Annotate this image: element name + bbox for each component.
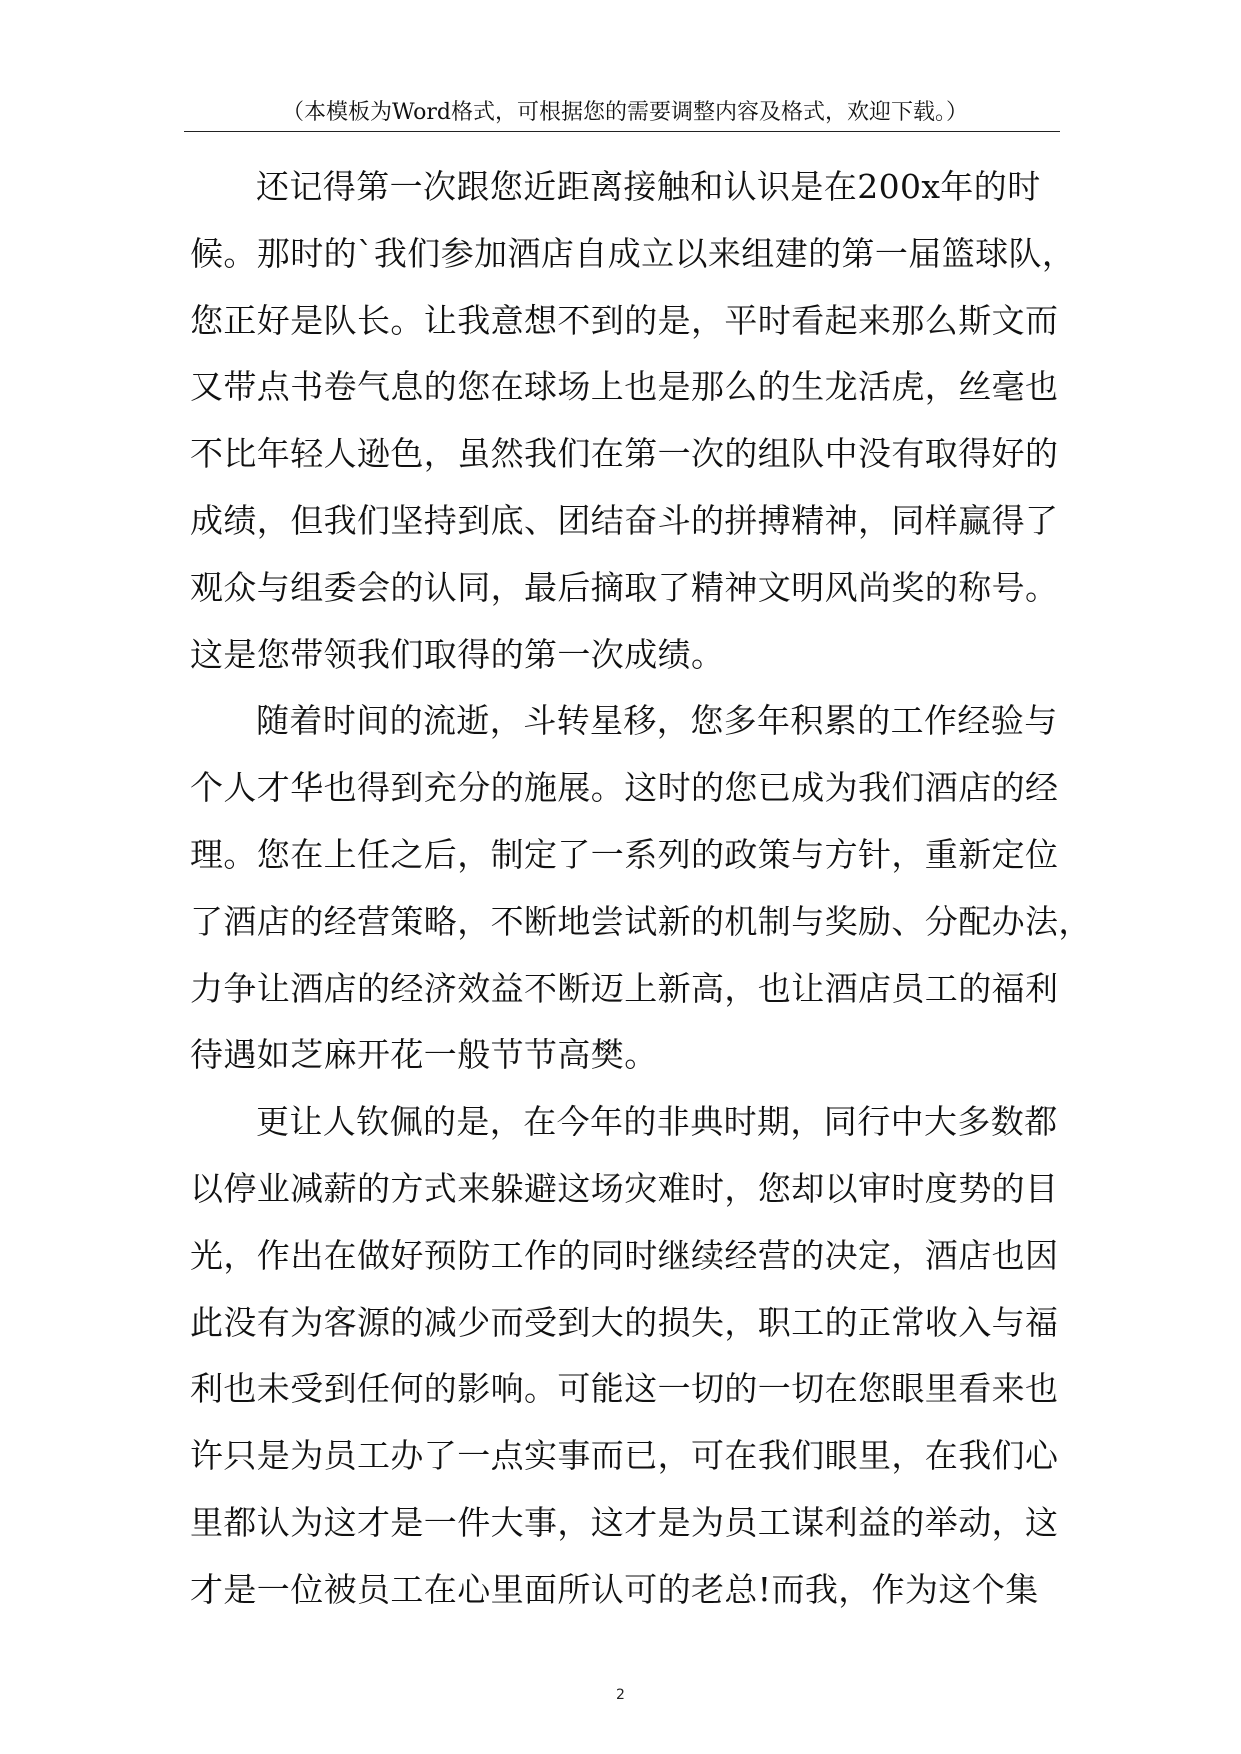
paragraph-line: 里都认为这才是一件大事，这才是为员工谋利益的举动，这: [190, 1502, 1059, 1542]
paragraph-line: 此没有为客源的减少而受到大的损失，职工的正常收入与福: [190, 1302, 1059, 1342]
template-note: （本模板为Word格式，可根据您的需要调整内容及格式，欢迎下载。）: [282, 100, 968, 125]
paragraph-line: 还记得第一次跟您近距离接触和认识是在200x年的时: [256, 167, 1041, 206]
paragraph-line: 更让人钦佩的是，在今年的非典时期，同行中大多数都: [256, 1102, 1058, 1142]
paragraph-line: 又带点书卷气息的您在球场上也是那么的生龙活虎，丝毫也: [190, 367, 1059, 407]
paragraph-line: 随着时间的流逝，斗转星移，您多年积累的工作经验与: [256, 701, 1058, 741]
paragraph-line: 了酒店的经营策略，不断地尝试新的机制与奖励、分配办法，: [190, 901, 1092, 941]
paragraph-line: 不比年轻人逊色，虽然我们在第一次的组队中没有取得好的: [190, 434, 1059, 474]
header-divider: [184, 131, 1060, 132]
paragraph-line: 观众与组委会的认同，最后摘取了精神文明风尚奖的称号。: [190, 567, 1059, 607]
paragraph-line: 光，作出在做好预防工作的同时继续经营的决定，酒店也因: [190, 1235, 1059, 1275]
paragraph-line: 候。那时的`我们参加酒店自成立以来组建的第一届篮球队，: [190, 233, 1076, 273]
body-text: [190, 154, 1092, 1624]
paragraph-line: 您正好是队长。让我意想不到的是，平时看起来那么斯文而: [190, 300, 1059, 340]
paragraph-line: 力争让酒店的经济效益不断迈上新高，也让酒店员工的福利: [190, 968, 1059, 1008]
paragraph-line: 以停业减薪的方式来躲避这场灾难时，您却以审时度势的目: [190, 1168, 1059, 1208]
paragraph-line: 个人才华也得到充分的施展。这时的您已成为我们酒店的经: [190, 768, 1059, 808]
paragraph-line: 理。您在上任之后，制定了一系列的政策与方针，重新定位: [190, 834, 1059, 874]
paragraph-line: 才是一位被员工在心里面所认可的老总!而我，作为这个集: [190, 1569, 1039, 1609]
page-number: 2: [616, 1687, 625, 1703]
paragraph-line: 这是您带领我们取得的第一次成绩。: [190, 634, 725, 674]
paragraph-line: 待遇如芝麻开花一般节节高樊。: [190, 1035, 658, 1075]
paragraph-line: 许只是为员工办了一点实事而已，可在我们眼里，在我们心: [190, 1436, 1059, 1476]
paragraph-line: 利也未受到任何的影响。可能这一切的一切在您眼里看来也: [190, 1369, 1059, 1409]
paragraph-line: 成绩，但我们坚持到底、团结奋斗的拼搏精神，同样赢得了: [190, 500, 1059, 540]
